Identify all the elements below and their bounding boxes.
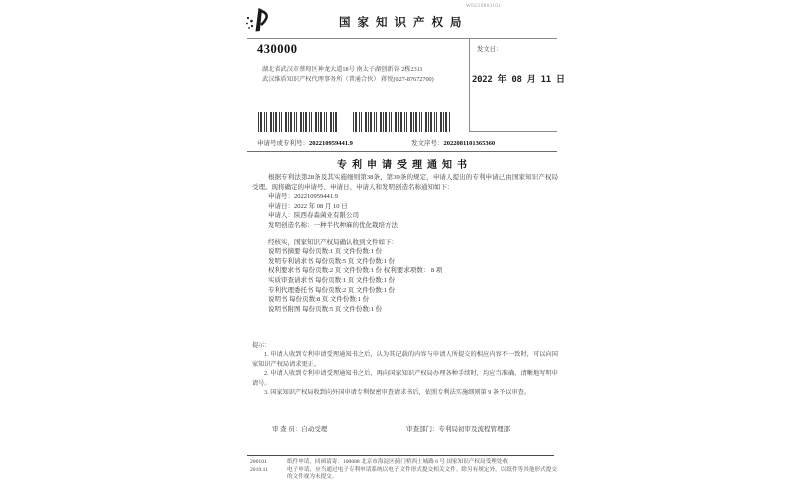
footer-code-2: 2019.11 — [250, 466, 268, 473]
issue-date-label: 发文日： — [477, 46, 503, 53]
note-item: 1. 申请人收到专利申请受理通知书之后，认为其记载的内容与申请人所提交的相应内容不一致时，可以向国家知识产权局请求更正。 — [252, 351, 558, 368]
barcode — [258, 112, 338, 132]
serial-number-value: 2022081101365360 — [443, 140, 496, 147]
serial-number-label: 发文序号： — [411, 140, 444, 147]
note-item: 3. 国家知识产权局收到向外国申请专利保密审查请求书后，依照专利法实施细则第 9 条予以审查。 — [264, 389, 531, 397]
examiner-label: 审 查 员： — [272, 426, 302, 433]
footer — [250, 459, 557, 482]
field-applicant: 申请人：陕西春森菌业有限公司 — [268, 212, 359, 220]
recipient-address: 湖北省武汉市蔡甸区神龙大道18号 南太子湖创新谷 2栋2311 — [262, 66, 423, 73]
received-item: 说明书 每份页数:8 页 文件份数:1 份 — [268, 296, 370, 304]
field-invention-title: 发明创造名称：一种半代种麻的优化栽培方法 — [268, 221, 398, 229]
field-application-date: 申请日：2022 年 08 月 10 日 — [268, 202, 348, 210]
field-application-number: 申请号：202210959441.9 — [268, 193, 338, 201]
footer-code-1: 200101 — [250, 459, 267, 465]
recipient-postcode: 430000 — [257, 42, 298, 56]
notes-section — [252, 341, 558, 397]
notes-label: 提示： — [252, 342, 271, 349]
header-rule — [247, 38, 557, 39]
department-label: 审查部门： — [406, 426, 439, 433]
received-item: 实质审查请求书 每份页数:1 页 文件份数:1 份 — [268, 276, 396, 284]
barcode — [353, 112, 450, 132]
received-item: 专利代理委托书 每份页数:2 页 文件份数:1 份 — [268, 286, 396, 294]
footer-line-electronic: 电子申请，应当通过电子专利申请系统以电子文件形式提交相关文件。除另有规定外，以纸件等其他形式提交的文件视为未提交。 — [287, 466, 557, 481]
received-item: 权利要求书 每份页数:2 页 文件份数:1 份 权利要求项数： 8 项 — [268, 267, 443, 275]
received-item: 发明专利请求书 每份页数:5 页 文件份数:1 份 — [268, 257, 396, 265]
department-row — [406, 424, 510, 433]
received-item: 说明书摘要 每份页数:1 页 文件份数:1 份 — [268, 248, 383, 256]
application-number-row — [257, 138, 353, 147]
examiner-value: 自动受理 — [301, 426, 328, 433]
notice-body — [252, 173, 558, 314]
issue-date-value: 2022 年 08 月 11 日 — [472, 75, 565, 85]
document-code: WD220803101 — [466, 4, 502, 9]
cnipa-logo-icon — [244, 6, 274, 36]
examiner-row — [272, 424, 327, 433]
application-number-label: 申请号或专利号： — [257, 140, 309, 147]
department-value: 专利局初审及流程管理部 — [438, 426, 510, 433]
serial-number-row — [411, 138, 495, 147]
body-intro: 根据专利法第28条及其实施细则第38条、第39条的规定，申请人提出的专利申请已由国家知识产权局受理。现将确定的申请号、申请日、申请人和发明创造名称通知如下： — [252, 174, 558, 191]
recipient-agency: 武汉维盾知识产权代理事务所（普通合伙） 蒋悦(027-87672700) — [262, 76, 434, 83]
footer-line-paper: 纸件申请，回函请寄：100088 北京市海淀区蓟门桥西土城路 6 号 国家知识产权局受理处收 — [287, 459, 508, 465]
footer-form-codes — [250, 459, 287, 482]
agency-title: 国家知识产权局 — [339, 17, 469, 29]
received-files-intro: 经核实，国家知识产权局确认收到文件如下： — [268, 238, 398, 246]
notice-title: 专利申请受理通知书 — [337, 160, 472, 171]
datebox-divider — [469, 38, 470, 131]
datebox-bottom-rule — [469, 131, 557, 132]
note-item: 2. 申请人收到专利申请受理通知书之后，再向国家知识产权局办理各种手续时，均应当准确、清晰地写明申请号。 — [252, 370, 558, 387]
received-item: 说明书附图 每份页数:5 页 文件份数:1 份 — [268, 305, 383, 313]
application-number-value: 202210959441.9 — [309, 140, 353, 147]
footer-instructions — [287, 459, 557, 482]
footer-rule — [247, 455, 554, 456]
title-rule — [247, 151, 557, 152]
